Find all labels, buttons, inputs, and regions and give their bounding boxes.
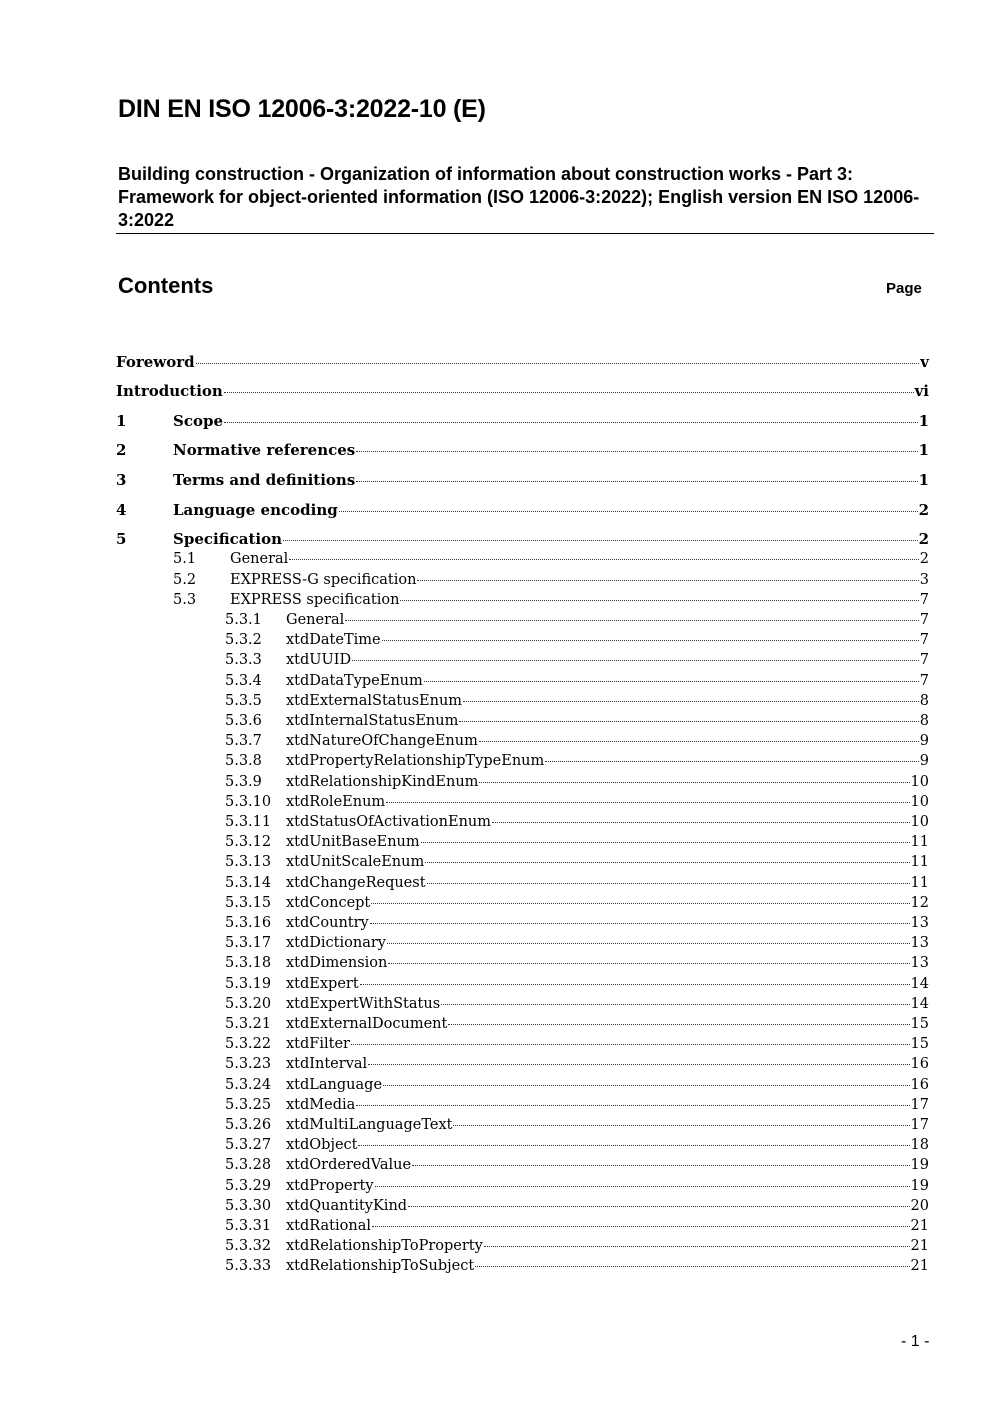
toc-entry[interactable]: [225, 1115, 929, 1135]
toc-entry-title: Normative references: [173, 441, 356, 459]
page-column-label: Page: [886, 280, 922, 297]
toc-entry-title: xtdFilter: [286, 1036, 350, 1053]
toc-entry[interactable]: [225, 913, 929, 933]
toc-entry[interactable]: [116, 381, 929, 401]
toc-entry[interactable]: [225, 1075, 929, 1095]
toc-entry-number: 5.2: [173, 572, 197, 588]
toc-entry-title: xtdInterval: [286, 1056, 368, 1073]
toc-entry-title: General: [286, 612, 345, 628]
toc-dot-leader: [289, 559, 918, 560]
toc-entry-number: 5.3.7: [225, 733, 262, 750]
toc-entry[interactable]: [225, 852, 929, 872]
toc-entry-page: 19: [910, 1177, 929, 1194]
toc-dot-leader: [417, 580, 918, 581]
toc-entry-number: 4: [116, 501, 127, 519]
toc-dot-leader: [545, 761, 918, 762]
toc-entry-number: 5.3.20: [225, 995, 272, 1012]
toc-dot-leader: [388, 963, 909, 964]
toc-dot-leader: [224, 422, 918, 423]
toc-entry-title: Scope: [173, 412, 224, 430]
toc-dot-leader: [368, 1064, 909, 1065]
toc-entry-title: xtdObject: [286, 1137, 358, 1154]
toc-entry-title: xtdInternalStatusEnum: [286, 713, 459, 729]
toc-entry[interactable]: [225, 792, 929, 812]
toc-entry-number: 5.3.29: [225, 1177, 272, 1194]
toc-entry[interactable]: [225, 1054, 929, 1074]
toc-entry-page: 1: [918, 441, 929, 459]
toc-entry-page: 2: [918, 501, 929, 519]
toc-entry-title: xtdUnitScaleEnum: [286, 854, 425, 871]
toc-entry-title: xtdExpertWithStatus: [286, 995, 441, 1012]
toc-entry-title: xtdDimension: [286, 955, 388, 972]
toc-entry-page: 14: [910, 995, 929, 1012]
toc-entry-number: 5.3.13: [225, 854, 272, 871]
toc-entry[interactable]: [225, 1196, 929, 1216]
toc-dot-leader: [424, 681, 919, 682]
toc-entry-page: 14: [910, 975, 929, 992]
document-title: DIN EN ISO 12006-3:2022-10 (E): [118, 95, 486, 123]
toc-entry-title: xtdNatureOfChangeEnum: [286, 733, 478, 750]
toc-entry-title: xtdUnitBaseEnum: [286, 834, 420, 851]
toc-dot-leader: [479, 782, 909, 783]
toc-entry[interactable]: [225, 711, 929, 731]
toc-entry[interactable]: [173, 570, 929, 590]
toc-entry-title: xtdRelationshipToSubject: [286, 1258, 475, 1275]
toc-entry-page: 7: [919, 632, 929, 649]
toc-entry-number: 3: [116, 471, 127, 489]
toc-entry[interactable]: [225, 1216, 929, 1236]
toc-dot-leader: [360, 984, 910, 985]
toc-dot-leader: [400, 600, 918, 601]
toc-entry-page: 9: [919, 753, 929, 770]
toc-entry[interactable]: [225, 933, 929, 953]
toc-entry-page: 21: [910, 1218, 929, 1234]
toc-entry[interactable]: [225, 1176, 929, 1196]
toc-entry-page: 11: [910, 834, 929, 851]
toc-entry-title: xtdRational: [286, 1218, 371, 1234]
contents-heading: Contents: [118, 273, 214, 298]
toc-dot-leader: [387, 943, 910, 944]
toc-entry-page: 13: [910, 955, 929, 972]
toc-entry[interactable]: [116, 529, 929, 549]
toc-dot-leader: [224, 392, 914, 393]
toc-dot-leader: [339, 511, 918, 512]
toc-entry[interactable]: [225, 650, 929, 670]
toc-entry-title: Terms and definitions: [173, 471, 356, 489]
toc-entry-number: 5.3.32: [225, 1238, 272, 1255]
toc-entry-title: xtdMedia: [286, 1096, 356, 1113]
toc-entry[interactable]: [225, 610, 929, 630]
toc-entry[interactable]: [225, 994, 929, 1014]
toc-dot-leader: [356, 1105, 909, 1106]
toc-dot-leader: [351, 1044, 910, 1045]
toc-dot-leader: [372, 1226, 910, 1227]
toc-entry[interactable]: [225, 691, 929, 711]
toc-entry-page: 7: [919, 672, 929, 689]
toc-dot-leader: [283, 540, 918, 541]
toc-entry-number: 5.3.24: [225, 1076, 272, 1093]
toc-entry-number: 5.3.3: [225, 652, 262, 669]
toc-dot-leader: [345, 620, 918, 621]
toc-entry-number: 2: [116, 441, 127, 459]
toc-entry-number: 5.3.6: [225, 713, 262, 729]
toc-entry-number: 5.3.30: [225, 1197, 272, 1214]
toc-entry-page: 7: [919, 612, 929, 628]
toc-entry[interactable]: [225, 1034, 929, 1054]
toc-entry-page: 11: [910, 854, 929, 871]
toc-entry[interactable]: [225, 751, 929, 771]
toc-entry-page: 8: [919, 692, 929, 709]
toc-dot-leader: [427, 883, 910, 884]
toc-entry-number: 5.3.25: [225, 1096, 272, 1113]
toc-dot-leader: [492, 822, 910, 823]
toc-entry[interactable]: [225, 832, 929, 852]
toc-entry-title: xtdConcept: [286, 894, 371, 911]
toc-entry-page: 10: [910, 814, 929, 830]
toc-entry[interactable]: [225, 953, 929, 973]
toc-entry[interactable]: [225, 893, 929, 913]
toc-entry-title: xtdMultiLanguageText: [286, 1117, 453, 1133]
toc-dot-leader: [371, 903, 909, 904]
toc-entry-page: 10: [910, 793, 929, 810]
toc-entry-number: 5.3.33: [225, 1258, 272, 1275]
toc-entry-title: Specification: [173, 530, 282, 548]
toc-entry[interactable]: [225, 671, 929, 691]
toc-dot-leader: [463, 701, 919, 702]
toc-entry[interactable]: [225, 873, 929, 893]
toc-entry[interactable]: [116, 411, 929, 431]
toc-dot-leader: [412, 1165, 909, 1166]
toc-entry-number: 5.3.28: [225, 1157, 272, 1174]
toc-dot-leader: [196, 363, 920, 364]
toc-entry-number: 5.3.26: [225, 1117, 272, 1133]
toc-entry-title: xtdRelationshipKindEnum: [286, 773, 479, 790]
footer-page-number: - 1 -: [901, 1333, 930, 1350]
toc-entry-title: xtdRelationshipToProperty: [286, 1238, 483, 1255]
toc-entry-page: 7: [919, 652, 929, 669]
toc-entry-title: General: [230, 551, 289, 567]
toc-entry-number: 5.3.15: [225, 894, 272, 911]
toc-entry[interactable]: [173, 590, 929, 610]
toc-dot-leader: [448, 1024, 909, 1025]
toc-entry-page: 9: [919, 733, 929, 750]
toc-entry-page: 7: [919, 592, 929, 608]
toc-entry-page: vi: [914, 382, 929, 400]
toc-entry-title: xtdCountry: [286, 915, 369, 931]
toc-entry-number: 5.1: [173, 551, 197, 567]
toc-entry-title: xtdExpert: [286, 975, 359, 992]
toc-entry[interactable]: [225, 1256, 929, 1276]
toc-entry-number: 5.3.8: [225, 753, 262, 770]
toc-entry[interactable]: [225, 1014, 929, 1034]
toc-dot-leader: [386, 802, 909, 803]
toc-entry-number: 5.3.12: [225, 834, 272, 851]
toc-entry-page: 16: [910, 1056, 929, 1073]
toc-entry-number: 5.3.11: [225, 814, 272, 830]
toc-entry-page: 13: [910, 915, 929, 931]
toc-entry[interactable]: [116, 352, 929, 372]
toc-entry-page: 11: [910, 874, 929, 891]
toc-entry-number: 5.3.22: [225, 1036, 272, 1053]
toc-entry-page: v: [920, 353, 929, 371]
toc-entry-page: 17: [910, 1096, 929, 1113]
toc-entry-title: xtdQuantityKind: [286, 1197, 408, 1214]
toc-entry-number: 5.3.4: [225, 672, 262, 689]
toc-entry-number: 5.3.17: [225, 935, 272, 952]
toc-entry-page: 1: [918, 412, 929, 430]
toc-entry-number: 5: [116, 530, 127, 548]
toc-entry-page: 2: [918, 530, 929, 548]
document-subtitle: Building construction - Organization of information about construction works - Part 3: Framework for object-oriented information (ISO 12006-3:2022); English version EN ISO 12006-3:2022: [118, 164, 920, 230]
toc-entry-title: EXPRESS specification: [230, 592, 400, 608]
toc-entry-number: 1: [116, 412, 127, 430]
toc-entry[interactable]: [225, 1236, 929, 1256]
toc-entry-page: 2: [919, 551, 929, 567]
toc-entry[interactable]: [225, 974, 929, 994]
toc-entry-number: 5.3.23: [225, 1056, 272, 1073]
toc-entry[interactable]: [225, 812, 929, 832]
toc-entry-title: xtdUUID: [286, 652, 352, 669]
toc-entry-page: 3: [919, 572, 929, 588]
toc-dot-leader: [475, 1266, 909, 1267]
toc-dot-leader: [441, 1004, 909, 1005]
toc-entry[interactable]: [225, 1095, 929, 1115]
toc-entry-title: EXPRESS-G specification: [230, 572, 417, 588]
toc-dot-leader: [459, 721, 918, 722]
toc-entry-page: 1: [918, 471, 929, 489]
toc-entry[interactable]: [225, 1135, 929, 1155]
toc-entry-page: 18: [910, 1137, 929, 1154]
toc-dot-leader: [382, 640, 919, 641]
toc-entry-number: 5.3.1: [225, 612, 262, 628]
toc-entry-number: 5.3.31: [225, 1218, 272, 1234]
toc-entry-title: xtdOrderedValue: [286, 1157, 412, 1174]
toc-entry-page: 20: [910, 1197, 929, 1214]
toc-entry[interactable]: [116, 470, 929, 490]
toc-entry-number: 5.3.16: [225, 915, 272, 931]
toc-entry-number: 5.3.18: [225, 955, 272, 972]
toc-entry-title: Language encoding: [173, 501, 338, 519]
toc-entry-number: 5.3.14: [225, 874, 272, 891]
toc-entry-number: 5.3.21: [225, 1016, 272, 1032]
toc-entry[interactable]: [116, 500, 929, 520]
toc-entry-number: 5.3: [173, 592, 197, 608]
toc-dot-leader: [356, 481, 917, 482]
toc-entry-page: 15: [910, 1036, 929, 1053]
toc-entry-number: 5.3.27: [225, 1137, 272, 1154]
toc-entry-title: xtdDateTime: [286, 632, 381, 649]
toc-entry-title: xtdPropertyRelationshipTypeEnum: [286, 753, 545, 770]
toc-entry-number: 5.3.19: [225, 975, 272, 992]
toc-dot-leader: [358, 1145, 909, 1146]
toc-entry-number: 5.3.10: [225, 793, 272, 810]
toc-dot-leader: [408, 1206, 909, 1207]
toc-entry-page: 19: [910, 1157, 929, 1174]
toc-entry-page: 17: [910, 1117, 929, 1133]
toc-entry-page: 12: [910, 894, 929, 911]
toc-entry-title: xtdStatusOfActivationEnum: [286, 814, 491, 830]
toc-entry-number: 5.3.2: [225, 632, 262, 649]
toc-dot-leader: [453, 1125, 909, 1126]
toc-entry-page: 10: [910, 773, 929, 790]
toc-entry[interactable]: [225, 1155, 929, 1175]
toc-entry-page: 21: [910, 1258, 929, 1275]
toc-entry-title: xtdProperty: [286, 1177, 374, 1194]
toc-dot-leader: [370, 923, 910, 924]
toc-dot-leader: [479, 741, 919, 742]
toc-dot-leader: [375, 1186, 910, 1187]
toc-entry-page: 21: [910, 1238, 929, 1255]
toc-entry[interactable]: [116, 440, 929, 460]
toc-entry-title: xtdRoleEnum: [286, 793, 386, 810]
toc-entry[interactable]: [173, 549, 929, 569]
toc-dot-leader: [425, 862, 909, 863]
toc-dot-leader: [356, 451, 917, 452]
toc-entry-page: 8: [919, 713, 929, 729]
toc-entry-title: xtdLanguage: [286, 1076, 383, 1093]
toc-entry-title: xtdDataTypeEnum: [286, 672, 423, 689]
toc-entry-page: 16: [910, 1076, 929, 1093]
toc-dot-leader: [352, 660, 919, 661]
toc-dot-leader: [484, 1246, 910, 1247]
toc-entry-title: xtdExternalStatusEnum: [286, 692, 463, 709]
toc-entry-title: Introduction: [116, 382, 223, 400]
toc-entry-title: xtdChangeRequest: [286, 874, 426, 891]
toc-entry[interactable]: [225, 630, 929, 650]
toc-entry-title: Foreword: [116, 353, 195, 371]
toc-dot-leader: [421, 842, 910, 843]
toc-entry-number: 5.3.5: [225, 692, 262, 709]
toc-entry-number: 5.3.9: [225, 773, 262, 790]
toc-dot-leader: [383, 1085, 910, 1086]
toc-entry-title: xtdExternalDocument: [286, 1016, 448, 1032]
toc-entry[interactable]: [225, 731, 929, 751]
toc-entry-page: 13: [910, 935, 929, 952]
toc-entry-page: 15: [910, 1016, 929, 1032]
toc-entry-title: xtdDictionary: [286, 935, 386, 952]
toc-entry[interactable]: [225, 772, 929, 792]
